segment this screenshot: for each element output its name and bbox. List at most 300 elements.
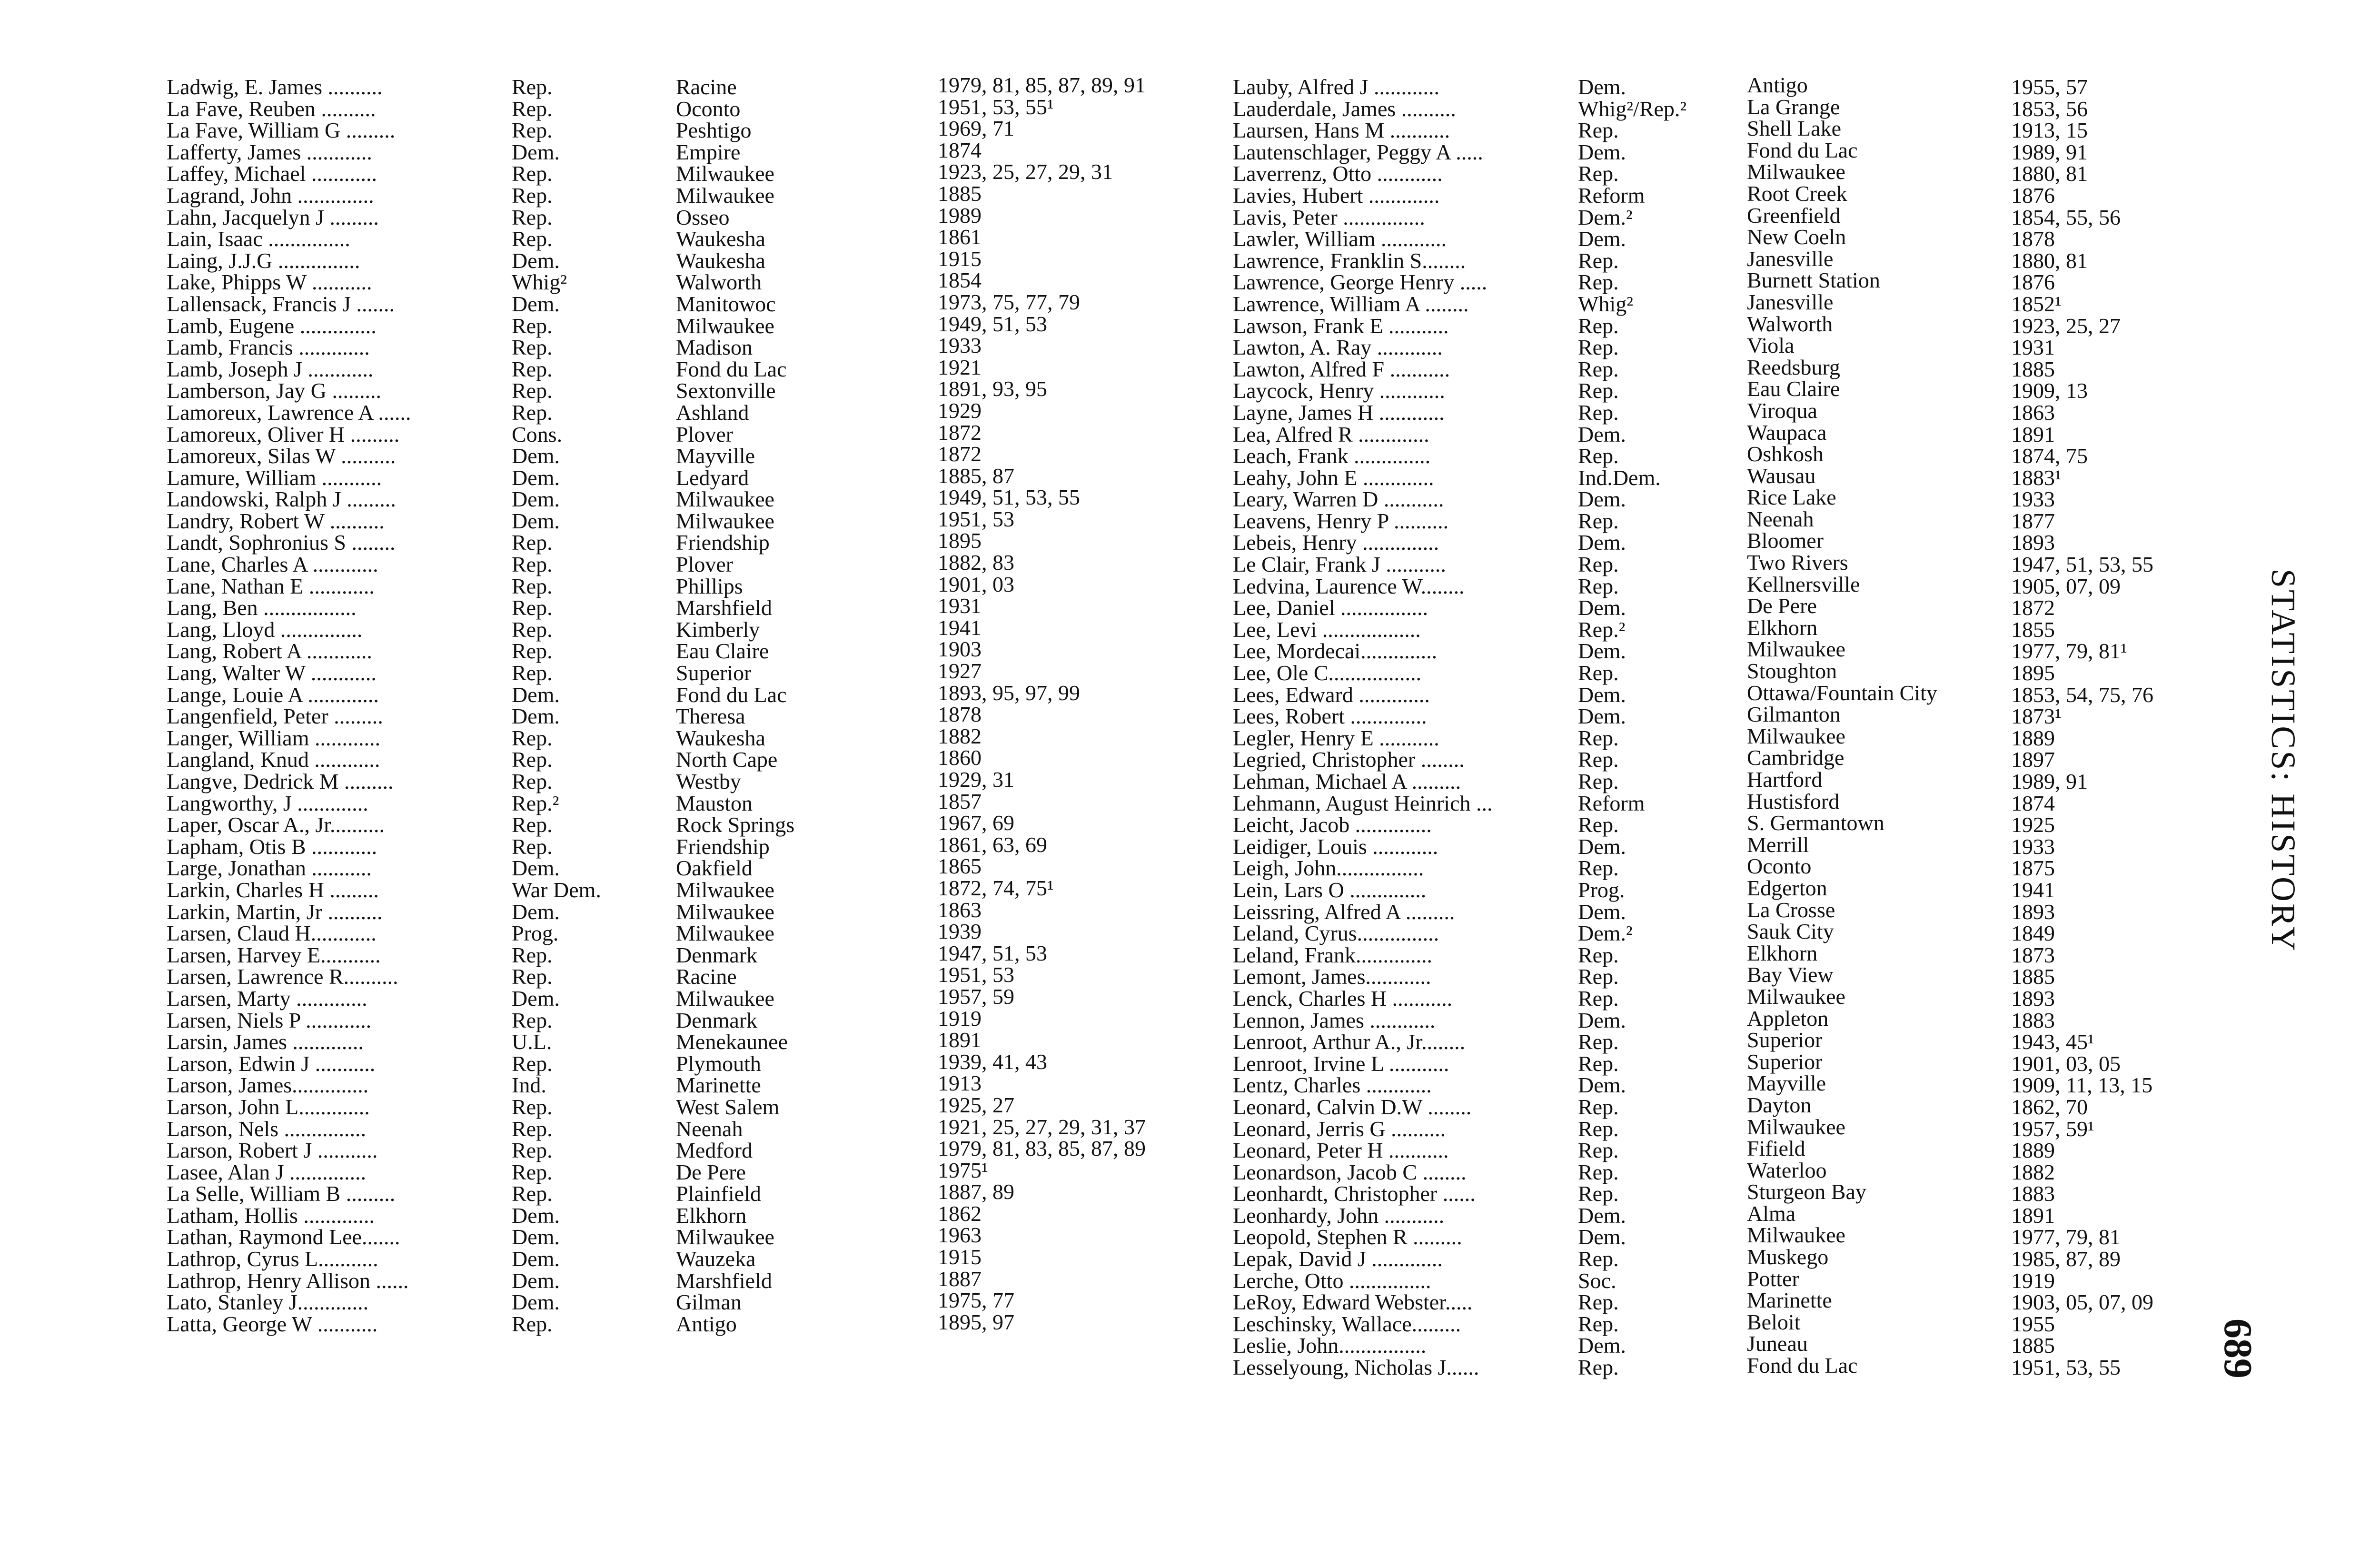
- legislator-name: Landry, Robert W ..........: [167, 508, 385, 533]
- years-served: 1887: [938, 1266, 982, 1291]
- legislator-name: Lathan, Raymond Lee.......: [167, 1225, 400, 1249]
- legislator-row: [167, 680, 1161, 707]
- legislator-name: Legried, Christopher ........: [1233, 747, 1465, 772]
- years-served: 1921, 25, 27, 29, 31, 37: [938, 1114, 1146, 1139]
- town: Marinette: [1747, 1288, 1832, 1313]
- party: Dem.: [512, 1203, 560, 1228]
- legislator-name: Lehmann, August Heinrich ...: [1233, 791, 1493, 815]
- party: Rep.: [1578, 378, 1619, 403]
- town: Marinette: [676, 1073, 761, 1098]
- legislator-row: [167, 1201, 1161, 1228]
- legislator-name: Lang, Ben .................: [167, 595, 357, 620]
- town: Bloomer: [1747, 528, 1824, 553]
- party: Reform: [1578, 183, 1645, 208]
- years-served: 1863: [938, 897, 982, 922]
- legislator-name: Lees, Robert ..............: [1233, 704, 1427, 729]
- legislator-name: Larson, Nels ...............: [167, 1116, 367, 1141]
- years-served: 1963: [938, 1223, 982, 1248]
- town: Janesville: [1747, 246, 1834, 271]
- years-served: 1919: [938, 1006, 982, 1031]
- party: Rep.: [512, 1008, 553, 1032]
- years-served: 1909, 11, 13, 15: [2011, 1073, 2153, 1098]
- legislator-name: Larsen, Lawrence R..........: [167, 964, 398, 989]
- town: Racine: [676, 964, 737, 989]
- legislator-name: Larsin, James .............: [167, 1030, 364, 1054]
- town: Dayton: [1747, 1092, 1812, 1117]
- party: Dem.: [1578, 75, 1626, 99]
- years-served: 1957, 59: [938, 984, 1014, 1009]
- town: Marshfield: [676, 1268, 772, 1293]
- years-served: 1882: [2011, 1160, 2055, 1184]
- legislator-row: [167, 1309, 1161, 1336]
- years-served: 1901, 03: [938, 572, 1014, 596]
- party: Rep.: [1578, 769, 1619, 793]
- legislator-name: Leonard, Jerris G ..........: [1233, 1116, 1446, 1141]
- party: Rep.: [1578, 1051, 1619, 1076]
- years-served: 1989, 91: [2011, 769, 2088, 793]
- town: Elkhorn: [676, 1203, 747, 1228]
- party: Dem.: [1578, 487, 1626, 512]
- legislator-row: [167, 832, 1161, 859]
- town: Gilmanton: [1747, 702, 1841, 727]
- party: Rep.: [512, 75, 553, 99]
- legislator-name: Lavis, Peter ...............: [1233, 205, 1425, 229]
- legislator-name: Leland, Cyrus...............: [1233, 921, 1439, 946]
- years-served: 1876: [2011, 183, 2055, 208]
- legislator-name: Langland, Knud ............: [167, 747, 380, 772]
- legislator-name: Lees, Edward .............: [1233, 682, 1430, 707]
- years-served: 1951, 53: [938, 506, 1014, 531]
- town: Ledyard: [676, 465, 749, 490]
- years-served: 1901, 03, 05: [2011, 1051, 2121, 1076]
- town: Milwaukee: [676, 508, 774, 533]
- legislator-name: Lamoreux, Oliver H .........: [167, 422, 400, 446]
- party: Rep.: [1578, 1094, 1619, 1119]
- town: Superior: [1747, 1028, 1823, 1052]
- party: Dem.: [512, 1290, 560, 1315]
- years-served: 1903, 05, 07, 09: [2011, 1290, 2153, 1315]
- legislator-name: Laper, Oscar A., Jr..........: [167, 813, 385, 837]
- party: U.L.: [512, 1030, 552, 1054]
- party: Ind.Dem.: [1578, 465, 1661, 490]
- years-served: 1860: [938, 745, 982, 770]
- town: Madison: [676, 335, 753, 360]
- years-served: 1862, 70: [2011, 1094, 2088, 1119]
- party: Dem.: [1578, 704, 1626, 729]
- legislator-name: Leopold, Stephen R .........: [1233, 1225, 1462, 1249]
- town: La Crosse: [1747, 897, 1835, 922]
- town: Milwaukee: [1747, 637, 1845, 662]
- town: Gilman: [676, 1290, 742, 1315]
- party: Rep.: [1578, 313, 1619, 338]
- years-served: 1947, 51, 53: [938, 941, 1047, 965]
- years-served: 1865: [938, 854, 982, 879]
- party: Dem.: [1578, 422, 1626, 446]
- party: Dem.: [512, 1268, 560, 1293]
- party: Ind.: [512, 1073, 546, 1098]
- legislator-name: Latham, Hollis .............: [167, 1203, 375, 1228]
- legislator-name: Lehman, Michael A .........: [1233, 769, 1461, 793]
- years-served: 1891: [2011, 1203, 2055, 1228]
- party: Rep.: [512, 1160, 553, 1184]
- town: Sextonville: [676, 378, 776, 403]
- party: Reform: [1578, 791, 1645, 815]
- legislator-row: [167, 398, 1161, 425]
- legislator-name: Leidiger, Louis ............: [1233, 834, 1438, 859]
- town: Muskego: [1747, 1245, 1829, 1269]
- town: Bay View: [1747, 962, 1834, 987]
- party: Rep.: [512, 769, 553, 793]
- party: Dem.: [512, 139, 560, 164]
- legislator-name: Latta, George W ...........: [167, 1311, 378, 1336]
- town: Merrill: [1747, 832, 1809, 857]
- party: Rep.: [512, 1181, 553, 1206]
- party: Rep.: [512, 574, 553, 598]
- town: West Salem: [676, 1094, 780, 1119]
- legislator-name: Lane, Charles A ............: [167, 552, 378, 577]
- years-served: 1880, 81: [2011, 248, 2088, 273]
- town: Ashland: [676, 400, 749, 425]
- legislator-name: Lain, Isaac ...............: [167, 227, 350, 251]
- town: Root Creek: [1747, 181, 1847, 206]
- legislator-name: Lathrop, Cyrus L...........: [167, 1247, 378, 1271]
- party: Rep.: [512, 813, 553, 837]
- legislator-name: Landt, Sophronius S ........: [167, 530, 396, 555]
- party: Dem.: [1578, 1203, 1626, 1228]
- town: Fond du Lac: [676, 357, 787, 381]
- years-served: 1861, 63, 69: [938, 832, 1047, 857]
- town: Walworth: [676, 270, 762, 295]
- legislator-name: Leschinsky, Wallace.........: [1233, 1311, 1461, 1336]
- party: Dem.: [512, 248, 560, 273]
- town: Shell Lake: [1747, 116, 1841, 141]
- party: Rep.: [512, 357, 553, 381]
- years-served: 1889: [2011, 725, 2055, 750]
- party: Dem.: [1578, 899, 1626, 924]
- town: Hustisford: [1747, 789, 1840, 813]
- party: Dem.: [1578, 1225, 1626, 1249]
- legislator-name: Layne, James H ............: [1233, 400, 1445, 425]
- legislator-name: Lahn, Jacquelyn J .........: [167, 205, 379, 229]
- party: Dem.: [1578, 1333, 1626, 1358]
- legislator-row: [167, 767, 1161, 793]
- years-served: 1957, 59¹: [2011, 1116, 2094, 1141]
- legislator-name: Lamberson, Jay G .........: [167, 378, 381, 403]
- years-served: 1929, 31: [938, 767, 1014, 792]
- legislator-name: La Fave, William G .........: [167, 118, 396, 143]
- years-served: 1885: [2011, 1333, 2055, 1358]
- legislator-name: Lerche, Otto ...............: [1233, 1268, 1431, 1293]
- years-served: 1933: [2011, 487, 2055, 512]
- party: Rep.: [512, 552, 553, 577]
- town: Eau Claire: [1747, 377, 1840, 401]
- legislator-name: Lavies, Hubert .............: [1233, 183, 1440, 208]
- town: Sauk City: [1747, 919, 1834, 944]
- town: Milwaukee: [1747, 723, 1845, 748]
- legislator-name: Lepak, David J .............: [1233, 1247, 1443, 1271]
- party: Rep.: [512, 161, 553, 186]
- party: Dem.: [1578, 834, 1626, 859]
- years-served: 1873¹: [2011, 704, 2062, 729]
- party: Rep.: [512, 639, 553, 664]
- legislator-name: Lamb, Joseph J ............: [167, 357, 374, 381]
- town: Mayville: [1747, 1071, 1826, 1096]
- party: Rep.: [1578, 552, 1619, 577]
- legislator-name: Lennon, James ............: [1233, 1008, 1436, 1032]
- town: Peshtigo: [676, 118, 752, 143]
- years-served: 1939, 41, 43: [938, 1049, 1047, 1074]
- years-served: 1977, 79, 81: [2011, 1225, 2121, 1249]
- legislator-name: Lawrence, Franklin S........: [1233, 248, 1466, 273]
- town: Plover: [676, 552, 734, 577]
- years-served: 1876: [2011, 270, 2055, 295]
- years-served: 1905, 07, 09: [2011, 574, 2121, 598]
- legislator-name: Ledvina, Laurence W........: [1233, 574, 1465, 598]
- years-served: 1909, 13: [2011, 378, 2088, 403]
- party: Rep.: [1578, 400, 1619, 425]
- town: Appleton: [1747, 1006, 1829, 1031]
- legislator-name: Leicht, Jacob ..............: [1233, 813, 1432, 837]
- legislator-name: Langer, William ............: [167, 725, 380, 750]
- legislator-row: [167, 203, 1161, 229]
- legislator-row: [167, 1245, 1161, 1271]
- party: Whig²: [1578, 291, 1633, 316]
- town: Two Rivers: [1747, 550, 1848, 575]
- party: Rep.: [1578, 1138, 1619, 1163]
- town: Neenah: [1747, 506, 1814, 531]
- legislator-name: Langenfield, Peter .........: [167, 704, 383, 729]
- years-served: 1862: [938, 1201, 982, 1226]
- years-served: 1973, 75, 77, 79: [938, 289, 1080, 314]
- town: Viola: [1747, 333, 1795, 358]
- legislator-name: Lawler, William ............: [1233, 227, 1447, 251]
- legislator-name: Lee, Ole C.................: [1233, 661, 1422, 685]
- years-served: 1955, 57: [2011, 75, 2088, 99]
- town: Reedsburg: [1747, 355, 1840, 379]
- town: Rice Lake: [1747, 485, 1836, 510]
- years-served: 1885: [2011, 964, 2055, 989]
- town: Milwaukee: [676, 899, 774, 924]
- party: Rep.: [512, 227, 553, 251]
- party: Dem.: [512, 704, 560, 729]
- years-served: 1855: [2011, 617, 2055, 642]
- town: Milwaukee: [676, 877, 774, 902]
- party: Rep.: [1578, 1030, 1619, 1054]
- party: Rep.: [512, 661, 553, 685]
- legislator-name: Lasee, Alan J ..............: [167, 1160, 367, 1184]
- town: Empire: [676, 139, 741, 164]
- legislator-name: Lamure, William ...........: [167, 465, 382, 490]
- party: Rep.: [1578, 357, 1619, 381]
- legislator-row: [167, 225, 1161, 251]
- years-served: 1891: [938, 1028, 982, 1052]
- years-served: 1897: [2011, 747, 2055, 772]
- legislator-name: Legler, Henry E ...........: [1233, 725, 1439, 750]
- town: Antigo: [676, 1311, 737, 1336]
- right-column: [1233, 73, 2278, 1380]
- party: Rep.: [512, 205, 553, 229]
- years-served: 1874: [938, 138, 982, 162]
- town: Kellnersville: [1747, 572, 1860, 596]
- town: Menekaunee: [676, 1030, 788, 1054]
- years-served: 1849: [2011, 921, 2055, 946]
- legislator-name: Larson, Edwin J ...........: [167, 1051, 376, 1076]
- town: Waterloo: [1747, 1158, 1827, 1182]
- party: Dem.: [1578, 1008, 1626, 1032]
- years-served: 1883¹: [2011, 465, 2062, 490]
- legislator-row: [167, 702, 1161, 729]
- town: Milwaukee: [1747, 159, 1845, 184]
- years-served: 1854: [938, 268, 982, 293]
- legislator-name: Lapham, Otis B ............: [167, 834, 377, 859]
- years-served: 1893, 95, 97, 99: [938, 680, 1080, 705]
- party: Dem.²: [1578, 205, 1633, 229]
- town: Theresa: [676, 704, 745, 729]
- years-served: 1951, 53, 55¹: [938, 94, 1054, 119]
- legislator-name: Langworthy, J .............: [167, 791, 368, 815]
- legislator-name: Larsen, Niels P ............: [167, 1008, 372, 1032]
- town: Fifield: [1747, 1136, 1805, 1161]
- years-served: 1977, 79, 81¹: [2011, 639, 2127, 664]
- party: Rep.: [1578, 813, 1619, 837]
- legislator-name: Lato, Stanley J.............: [167, 1290, 369, 1315]
- party: Rep.²: [1578, 617, 1626, 642]
- legislator-name: Larsen, Harvey E...........: [167, 942, 381, 967]
- town: Edgerton: [1747, 875, 1827, 900]
- years-served: 1947, 51, 53, 55: [2011, 552, 2153, 577]
- legislator-name: Leissring, Alfred A .........: [1233, 899, 1455, 924]
- town: Elkhorn: [1747, 941, 1818, 965]
- town: La Grange: [1747, 94, 1840, 119]
- town: Milwaukee: [676, 487, 774, 512]
- town: Milwaukee: [1747, 984, 1845, 1009]
- town: New Coeln: [1747, 225, 1846, 249]
- years-served: 1941: [938, 615, 982, 640]
- party: Dem.: [1578, 639, 1626, 664]
- years-served: 1925: [2011, 813, 2055, 837]
- town: Racine: [676, 75, 737, 99]
- town: Osseo: [676, 205, 730, 229]
- legislator-row: [167, 181, 1161, 208]
- party: Dem.: [512, 487, 560, 512]
- town: Denmark: [676, 1008, 758, 1032]
- years-served: 1872: [2011, 595, 2055, 620]
- legislator-name: Lang, Robert A ............: [167, 639, 372, 664]
- town: Elkhorn: [1747, 615, 1818, 640]
- legislator-name: Lang, Lloyd ...............: [167, 617, 363, 642]
- town: Marshfield: [676, 595, 772, 620]
- party: Dem.: [1578, 682, 1626, 707]
- town: Fond du Lac: [676, 682, 787, 707]
- years-served: 1874, 75: [2011, 444, 2088, 468]
- town: Greenfield: [1747, 203, 1841, 228]
- section-title: STATISTICS: HISTORY: [2264, 569, 2302, 953]
- years-served: 1895: [938, 528, 982, 553]
- party: Dem.: [512, 508, 560, 533]
- legislator-row: [167, 723, 1161, 750]
- legislator-row: [167, 420, 1161, 446]
- years-served: 1882: [938, 723, 982, 748]
- party: Rep.: [512, 313, 553, 338]
- town: Friendship: [676, 530, 770, 555]
- party: Cons.: [512, 422, 563, 446]
- town: Milwaukee: [1747, 1114, 1845, 1139]
- legislator-name: Lesselyoung, Nicholas J......: [1233, 1355, 1479, 1380]
- party: Rep.: [512, 595, 553, 620]
- years-served: 1875: [2011, 856, 2055, 881]
- party: Rep.²: [512, 791, 559, 815]
- party: Rep.: [1578, 335, 1619, 360]
- town: Fond du Lac: [1747, 1353, 1858, 1378]
- years-served: 1929: [938, 398, 982, 423]
- town: Superior: [676, 661, 752, 685]
- years-served: 1874: [2011, 791, 2055, 815]
- town: Plover: [676, 422, 734, 446]
- party: Rep.: [1578, 1181, 1619, 1206]
- legislator-row: [167, 377, 1161, 403]
- party: Dem.: [1578, 139, 1626, 164]
- legislator-name: Lawrence, George Henry .....: [1233, 270, 1488, 295]
- party: Rep.: [512, 725, 553, 750]
- party: Dem.: [512, 465, 560, 490]
- legislator-row: [167, 594, 1161, 620]
- legislator-name: Lamoreux, Silas W ..........: [167, 444, 396, 468]
- years-served: 1979, 81, 85, 87, 89, 91: [938, 73, 1146, 97]
- legislator-name: Larsen, Claud H............: [167, 921, 377, 946]
- party: Rep.: [512, 183, 553, 208]
- party: Rep.: [1578, 508, 1619, 533]
- legislator-row: [167, 333, 1161, 360]
- town: Mayville: [676, 444, 755, 468]
- party: Rep.: [512, 335, 553, 360]
- years-served: 1933: [2011, 834, 2055, 859]
- legislator-name: Lenroot, Irvine L ...........: [1233, 1051, 1449, 1076]
- legislator-name: Lawson, Frank E ...........: [1233, 313, 1449, 338]
- years-served: 1854, 55, 56: [2011, 205, 2121, 229]
- town: Plainfield: [676, 1181, 761, 1206]
- years-served: 1941: [2011, 877, 2055, 902]
- town: Juneau: [1747, 1331, 1808, 1356]
- years-served: 1943, 45¹: [2011, 1030, 2094, 1054]
- town: Janesville: [1747, 289, 1834, 314]
- years-served: 1913: [938, 1071, 982, 1096]
- legislator-name: Lange, Louie A .............: [167, 682, 379, 707]
- town: Ottawa/Fountain City: [1747, 680, 1937, 705]
- town: De Pere: [676, 1160, 746, 1184]
- party: Dem.: [512, 1247, 560, 1271]
- years-served: 1863: [2011, 400, 2055, 425]
- party: Rep.: [1578, 1355, 1619, 1380]
- years-served: 1975, 77: [938, 1288, 1014, 1313]
- party: Rep.: [512, 942, 553, 967]
- town: Waukesha: [676, 227, 765, 251]
- town: Antigo: [1747, 73, 1808, 97]
- legislator-row: [167, 875, 1161, 902]
- legislator-row: [167, 506, 1161, 533]
- legislator-name: Lawton, Alfred F ...........: [1233, 357, 1450, 381]
- legislator-row: [167, 637, 1161, 664]
- years-served: 1951, 53, 55: [2011, 1355, 2121, 1380]
- years-served: 1931: [938, 594, 982, 618]
- party: War Dem.: [512, 877, 601, 902]
- party: Dem.: [512, 986, 560, 1011]
- party: Dem.: [512, 291, 560, 316]
- years-served: 1887, 89: [938, 1179, 1014, 1204]
- years-served: 1893: [2011, 530, 2055, 555]
- legislator-name: Lamoreux, Lawrence A ......: [167, 400, 411, 425]
- legislator-name: Leavens, Henry P ..........: [1233, 508, 1449, 533]
- years-served: 1913, 15: [2011, 118, 2088, 143]
